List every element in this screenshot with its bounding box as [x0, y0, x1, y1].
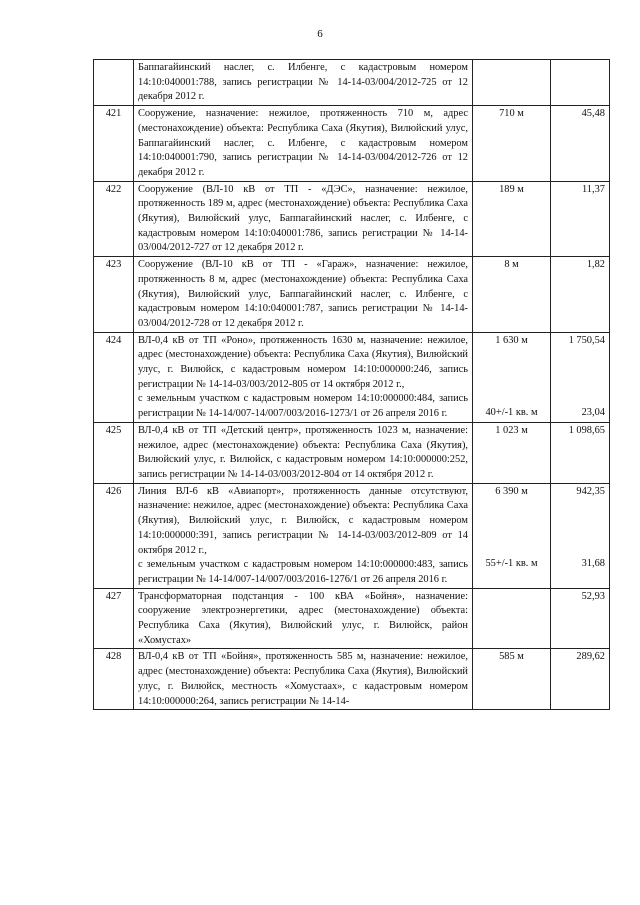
table-row: [94, 106, 610, 182]
land-plot-cost: 23,04: [581, 407, 605, 419]
object-size: [473, 649, 551, 710]
description-paragraph: с земельным участком с кадастровым номером 14:10:000000:484, запись регистрации № 14-14/007-14/007/003/2016-1273/1 от 26 апреля 2016 г.: [138, 393, 468, 420]
description-paragraph: Баппагайинский наслег, с. Илбенге, с кадастровым номером 14:10:040001:788, запись регистрации № 14-14-03/004/2012-725 от 12 декабря 2012 г.: [138, 62, 468, 103]
object-cost: 52,93: [581, 590, 605, 602]
object-value: [551, 483, 610, 588]
table-row: [94, 60, 610, 106]
property-register-table: [93, 59, 610, 710]
object-size: [473, 422, 551, 483]
description-paragraph: Сооружение, назначение: нежилое, протяженность 710 м, адрес (местонахождение) объекта: Республика Саха (Якутия), Вилюйский улус, Баппагайинский наслег, с. Илбенге, с кадастровым номером 14:10:040001:790, запись регистрации № 14-14-03/004/2012-726 от 12 декабря 2012 г.: [138, 108, 468, 178]
description-paragraph: с земельным участком с кадастровым номером 14:10:000000:483, запись регистрации № 14-14/007-14/007/003/2016-1276/1 от 26 апреля 2016 г.: [138, 559, 468, 585]
description-paragraph: Трансформаторная подстанция - 100 кВА «Бойня», назначение: сооружение электроэнергетики, адрес (местонахождение) объекта: Республика Саха (Якутия), Вилюйский улус, г. Вилюйск, район «Хомустах»: [138, 590, 468, 646]
description-paragraph: Линия ВЛ-6 кВ «Авиапорт», протяженность данные отсутствуют, назначение: нежилое, адрес (местонахождение) объекта: Республика Саха (Якутия), Вилюйский улус, г. Вилюйск, с кадастровым номером 14:10:000000:391, запись регистрации № 14-14-03/003/2012-809 от 14 октября 2012 г.,: [138, 485, 468, 556]
description-paragraph: ВЛ-0,4 кВ от ТП «Детский центр», протяженность 1023 м, назначение: нежилое, адрес (местонахождение) объекта: Республика Саха (Якутия), Вилюйский улус, г. Вилюйск, с кадастровым номером 14:10:000000:252, запись регистрации № 14-14-03/003/2012-804 от 14 октября 2012 г.: [138, 424, 468, 480]
table-row: [94, 588, 610, 649]
row-number: 422: [94, 181, 134, 257]
table-row: [94, 649, 610, 710]
object-value: [551, 257, 610, 333]
row-number: [94, 60, 134, 106]
object-description: [134, 257, 473, 333]
object-size: [473, 332, 551, 422]
description-paragraph: Сооружение (ВЛ-10 кВ от ТП - «Гараж», назначение: нежилое, протяженность 8 м, адрес (местонахождение) объекта: Республика Саха (Якутия), Вилюйский улус, Баппагайинский наслег, с. Илбенге, с кадастровым номером 14:10:040001:787, запись регистрации № 14-14-03/004/2012-728 от 12 декабря 2012 г.: [138, 259, 468, 329]
object-description: [134, 649, 473, 710]
row-number: 424: [94, 332, 134, 422]
description-paragraph: ВЛ-0,4 кВ от ТП «Роно», протяженность 1630 м, назначение: нежилое, адрес (местонахождение) объекта: Республика Саха (Якутия), Вилюйский улус, г. Вилюйск, с кадастровым номером 14:10:000000:246, запись регистрации № 14-14-03/003/2012-805 от 14 октября 2012 г.,: [138, 334, 468, 390]
object-cost: 1 750,54: [568, 334, 605, 346]
land-plot-area: 55+/-1 кв. м: [485, 558, 538, 570]
land-plot-area: 40+/-1 кв. м: [485, 407, 538, 419]
object-value: [551, 332, 610, 422]
object-size: [473, 106, 551, 182]
object-description: [134, 181, 473, 257]
object-length: 1 023 м: [495, 424, 528, 436]
table-row: [94, 483, 610, 588]
row-number: 425: [94, 422, 134, 483]
object-value: [551, 422, 610, 483]
object-cost: 1,82: [586, 259, 605, 271]
object-size: [473, 483, 551, 588]
object-cost: 1 098,65: [568, 424, 605, 436]
object-cost: 45,48: [581, 108, 605, 120]
table-row: [94, 181, 610, 257]
object-length: 1 630 м: [495, 334, 528, 346]
object-value: [551, 60, 610, 106]
object-description: [134, 588, 473, 649]
object-length: 6 390 м: [495, 485, 528, 497]
object-cost: 289,62: [576, 651, 605, 663]
object-value: [551, 588, 610, 649]
object-cost: 11,37: [582, 183, 605, 195]
table-row: [94, 332, 610, 422]
object-size: [473, 257, 551, 333]
object-value: [551, 181, 610, 257]
row-number: 421: [94, 106, 134, 182]
object-size: [473, 60, 551, 106]
object-length: 189 м: [499, 183, 524, 195]
object-value: [551, 106, 610, 182]
description-paragraph: Сооружение (ВЛ-10 кВ от ТП - «ДЭС», назначение: нежилое, протяженность 189 м, адрес (местонахождение) объекта: Республика Саха (Якутия), Вилюйский улус, Баппагайинский наслег, с. Илбенге, с кадастровым номером 14:10:040001:786, запись регистрации № 14-14-03/004/2012-727 от 12 декабря 2012 г.: [138, 183, 468, 254]
table-row: [94, 422, 610, 483]
object-length: 710 м: [499, 108, 524, 120]
row-number: 427: [94, 588, 134, 649]
row-number: 426: [94, 483, 134, 588]
page-number: 6: [317, 28, 323, 40]
table-row: [94, 257, 610, 333]
object-size: [473, 181, 551, 257]
object-value: [551, 649, 610, 710]
land-plot-cost: 31,68: [581, 558, 605, 570]
object-description: [134, 106, 473, 182]
object-description: [134, 60, 473, 106]
object-size: [473, 588, 551, 649]
object-description: [134, 483, 473, 588]
row-number: 428: [94, 649, 134, 710]
row-number: 423: [94, 257, 134, 333]
object-length: 8 м: [504, 259, 519, 271]
object-description: [134, 422, 473, 483]
object-description: [134, 332, 473, 422]
object-length: 585 м: [499, 651, 524, 663]
object-cost: 942,35: [576, 485, 605, 497]
description-paragraph: ВЛ-0,4 кВ от ТП «Бойня», протяженность 585 м, назначение: нежилое, адрес (местонахождение) объекта: Республика Саха (Якутия), Вилюйский улус, г. Вилюйск, местность «Хомустаах», с кадастровым номером 14:10:000000:264, запись регистрации № 14-14-: [138, 651, 468, 707]
